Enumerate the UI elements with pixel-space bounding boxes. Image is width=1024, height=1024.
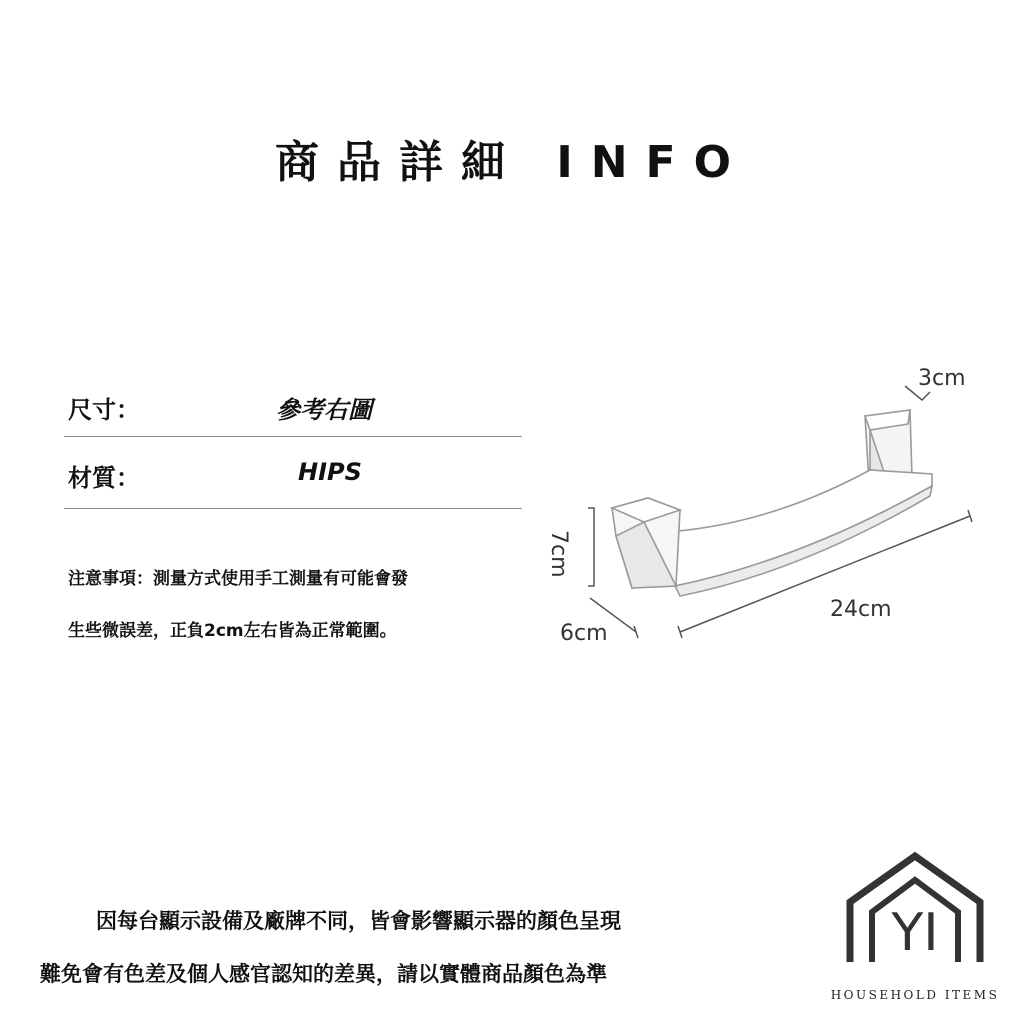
dimension-depth-bottom-label: 6cm xyxy=(560,621,608,646)
spec-value-material: HIPS xyxy=(298,458,362,486)
disclaimer-line: 難免會有色差及個人感官認知的差異，請以實體商品顏色為準 xyxy=(40,962,607,986)
divider xyxy=(64,508,522,509)
note-line: 生些微誤差，正負2cm左右皆為正常範圍。 xyxy=(68,621,397,641)
spec-label-material: 材質： xyxy=(68,464,140,492)
dimension-height-label: 7cm xyxy=(546,530,571,578)
page-title: 商品詳細 INFO xyxy=(275,137,749,188)
dimension-depth-top-label: 3cm xyxy=(918,366,966,391)
towel-bar-illustration xyxy=(612,410,932,596)
spec-value-size: 參考右圖 xyxy=(276,396,372,424)
disclaimer-line: 因每台顯示設備及廠牌不同，皆會影響顯示器的顏色呈現 xyxy=(96,909,621,933)
brand-name: HOUSEHOLD ITEMS xyxy=(830,988,1000,1002)
logo-text: YI xyxy=(891,903,939,963)
divider xyxy=(64,436,522,437)
dimension-length-label: 24cm xyxy=(830,597,892,622)
product-dimension-diagram xyxy=(540,350,1000,660)
spec-label-size: 尺寸： xyxy=(68,396,140,424)
note-line: 注意事項：測量方式使用手工測量有可能會發 xyxy=(68,569,408,589)
house-logo-icon xyxy=(840,850,990,970)
